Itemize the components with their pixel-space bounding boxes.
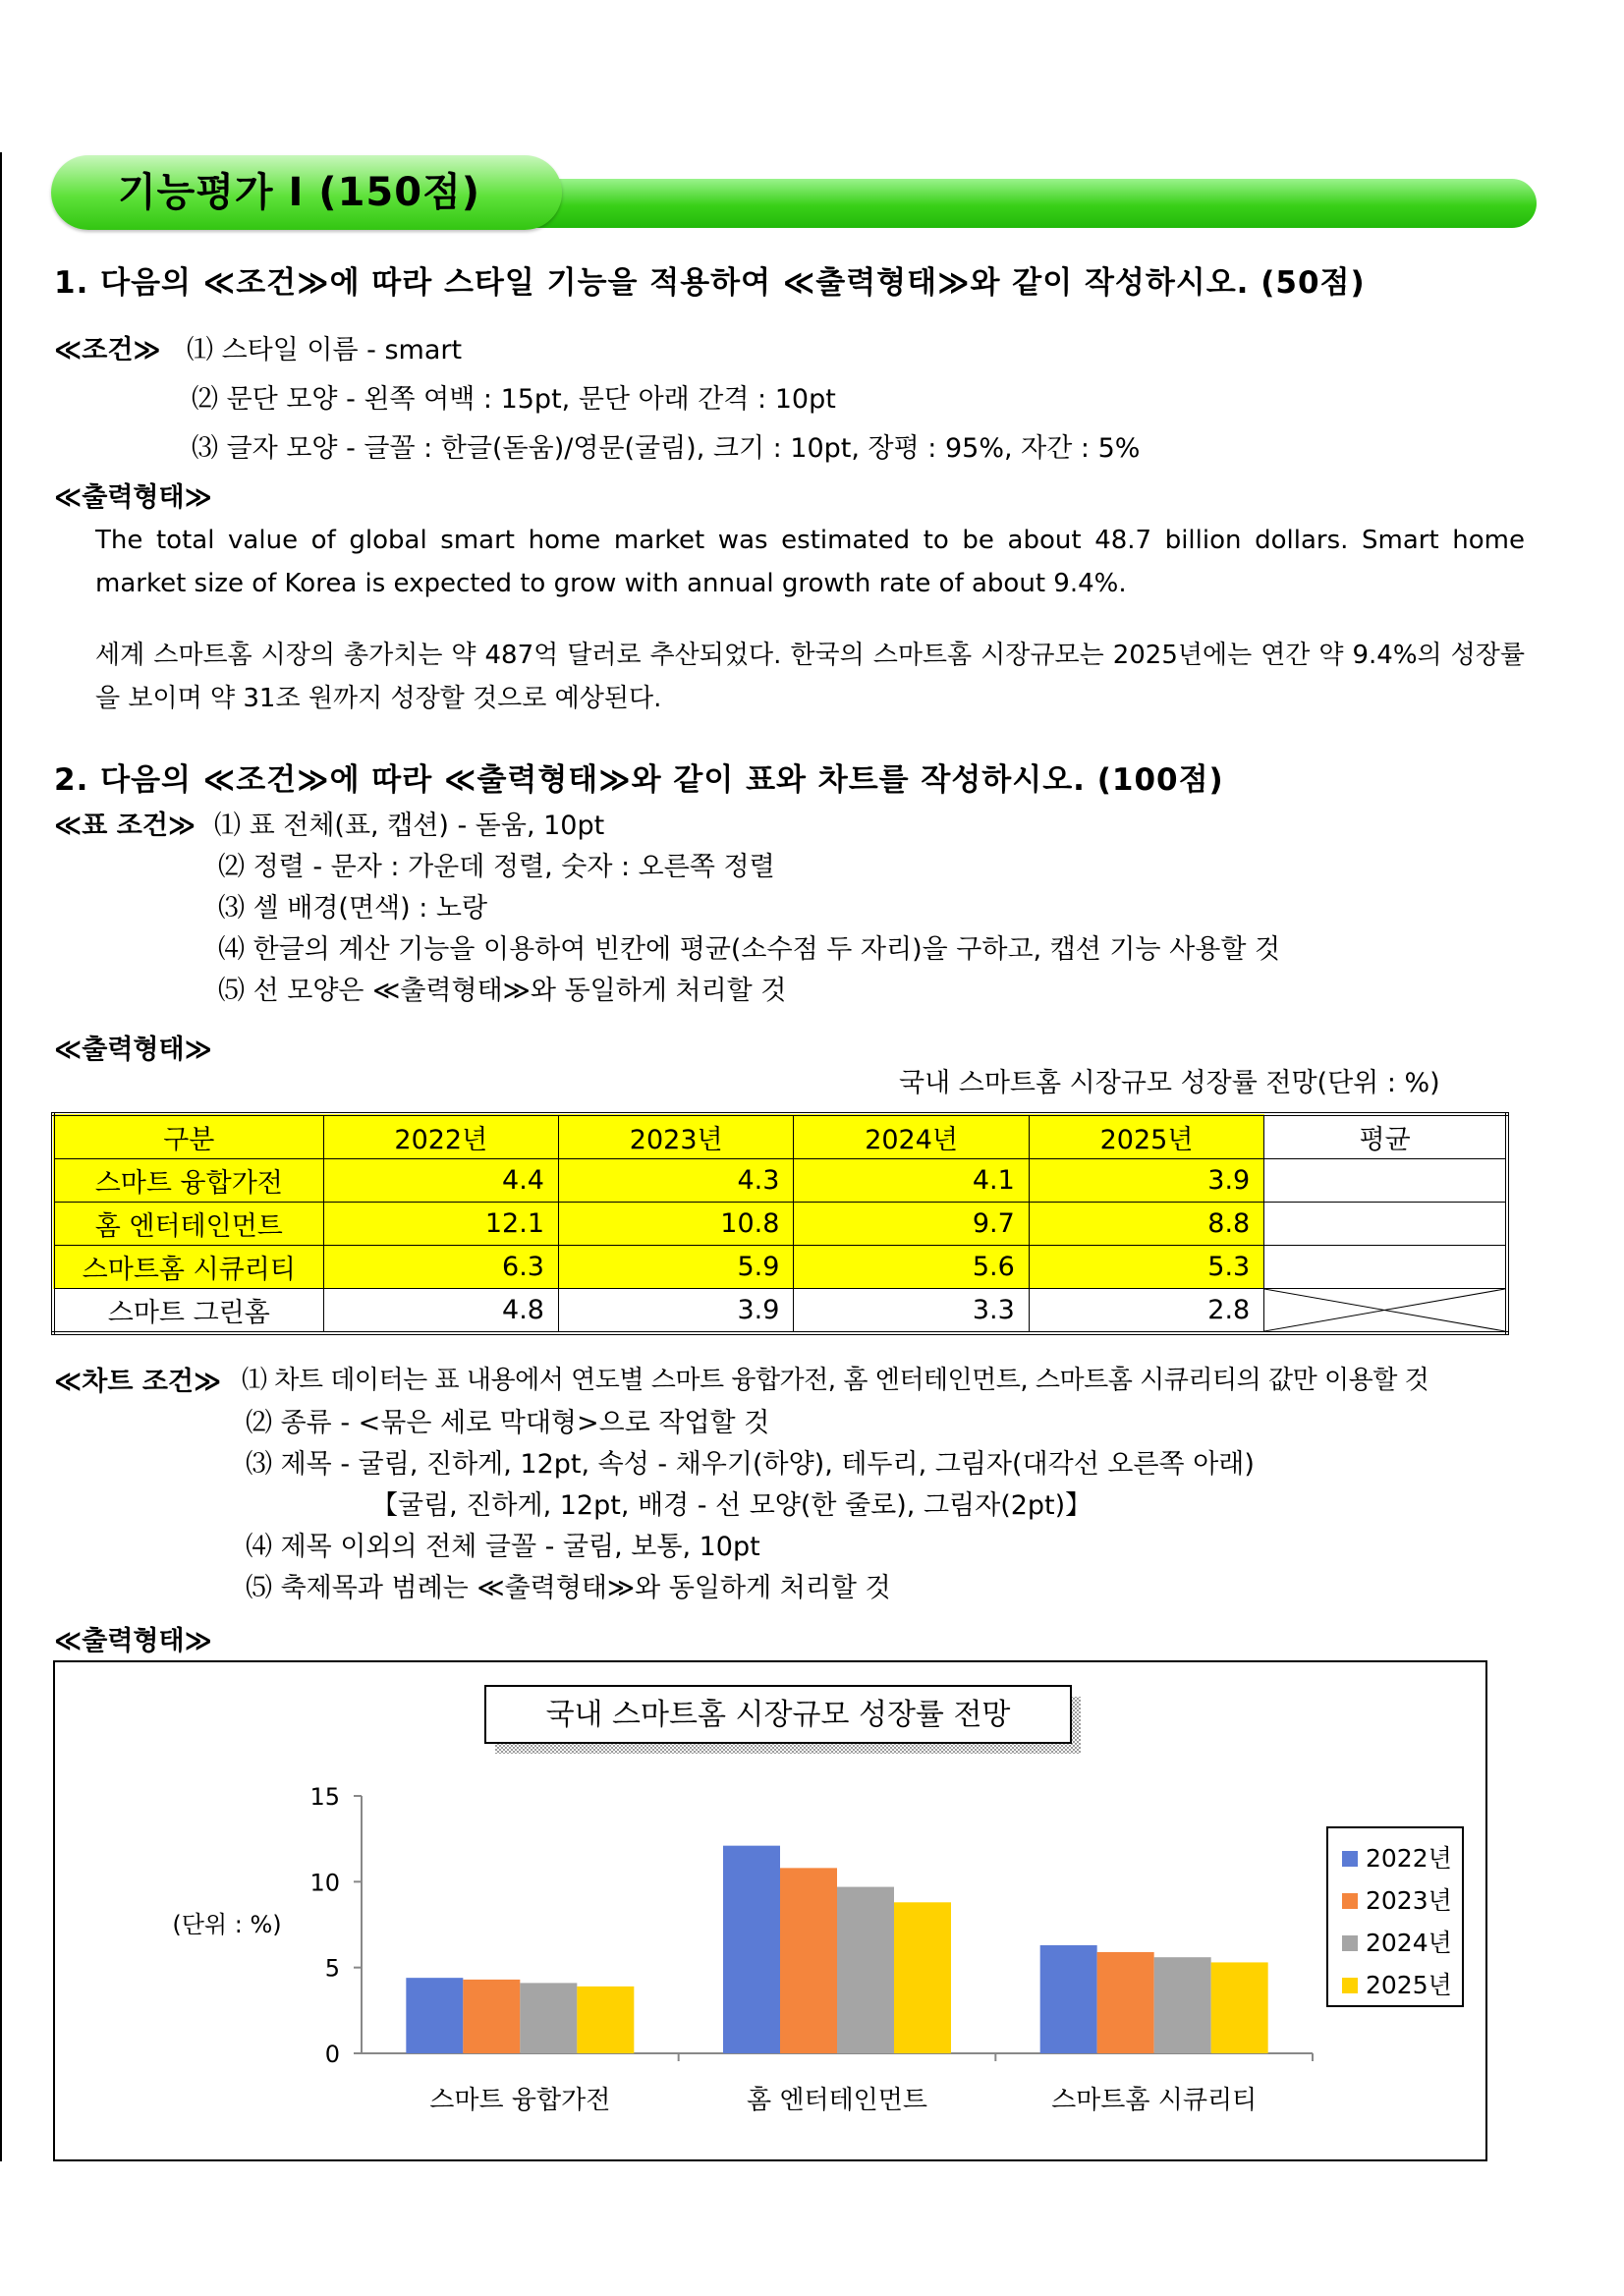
table-row <box>53 1246 1507 1289</box>
bar-2024년-홈 엔터테인먼트 <box>837 1887 894 2053</box>
table-cell: 3.9 <box>559 1289 794 1334</box>
header-title: 기능평가 Ⅰ (150점) <box>118 170 480 215</box>
q2-title: 2. 다음의 ≪조건≫에 따라 ≪출력형태≫와 같이 표와 차트를 작성하시오. (100점) <box>54 762 1224 798</box>
table-row <box>53 1289 1507 1334</box>
table-header-cell: 2025년 <box>1029 1114 1263 1159</box>
table-cell: 5.9 <box>559 1246 794 1289</box>
table-cell: 4.1 <box>794 1159 1029 1203</box>
bar-2022년-홈 엔터테인먼트 <box>723 1846 780 2053</box>
cross-diagonal-icon <box>1264 1289 1505 1331</box>
table-row-label: 스마트 그린홈 <box>53 1289 323 1334</box>
table-cell: 4.3 <box>559 1159 794 1203</box>
q1-condition-1: ⑴ 스타일 이름 - smart <box>187 335 463 365</box>
q2-table-condition-4: ⑷ 한글의 계산 기능을 이용하여 빈칸에 평균(소수점 두 자리)을 구하고, 캡션 기능 사용할 것 <box>218 934 1281 965</box>
x-category-label: 스마트 융합가전 <box>429 2086 611 2115</box>
q2-output-label-2: ≪출력형태≫ <box>54 1626 212 1656</box>
bar-2024년-스마트홈 시큐리티 <box>1154 1957 1211 2053</box>
y-tick-label: 10 <box>309 1869 340 1897</box>
legend-label: 2022년 <box>1366 1844 1452 1873</box>
q2-table-condition-5: ⑸ 선 모양은 ≪출력형태≫와 동일하게 처리할 것 <box>218 976 787 1006</box>
bar-2025년-스마트 융합가전 <box>577 1987 634 2053</box>
table-header-cell: 2023년 <box>559 1114 794 1159</box>
table-cell: 3.3 <box>794 1289 1029 1334</box>
bar-2023년-홈 엔터테인먼트 <box>780 1868 837 2053</box>
table-cell: 5.6 <box>794 1246 1029 1289</box>
q2-chart-condition-1: ⑴ 차트 데이터는 표 내용에서 연도별 스마트 융합가전, 홈 엔터테인먼트, 스마트홈 시큐리티의 값만 이용할 것 <box>242 1366 1429 1395</box>
table-header-cell: 구분 <box>53 1114 323 1159</box>
y-tick-label: 5 <box>324 1954 340 1983</box>
header-banner-bar <box>511 179 1537 228</box>
chart-title: 국내 스마트홈 시장규모 성장률 전망 <box>545 1698 1011 1732</box>
table-cell: 12.1 <box>323 1203 558 1246</box>
bar-2022년-스마트홈 시큐리티 <box>1040 1945 1097 2053</box>
table-header-cell: 2022년 <box>323 1114 558 1159</box>
bar-2025년-스마트홈 시큐리티 <box>1211 1962 1268 2053</box>
legend-swatch <box>1342 1935 1358 1951</box>
table-cell: 3.9 <box>1029 1159 1263 1203</box>
q2-table-condition-3: ⑶ 셀 배경(면색) : 노랑 <box>218 893 488 924</box>
q2-chart-condition-5: ⑸ 축제목과 범례는 ≪출력형태≫와 동일하게 처리할 것 <box>246 1573 891 1603</box>
q2-table-condition-label: ≪표 조건≫ <box>54 811 196 841</box>
x-category-label: 홈 엔터테인먼트 <box>746 2086 928 2115</box>
table-row-label: 스마트홈 시큐리티 <box>53 1246 323 1289</box>
q1-condition-label: ≪조건≫ <box>54 335 161 365</box>
q2-chart-condition-3-note: 【굴림, 진하게, 12pt, 배경 - 선 모양(한 줄로), 그림자(2pt)】 <box>371 1490 1092 1521</box>
q1-paragraph-en: The total value of global smart home market was estimated to be about 48.7 billion dollars. Smart home market size of Korea is expected to grow with annual growth rate of about 9.4%. <box>95 526 1525 598</box>
bar-2022년-스마트 융합가전 <box>406 1978 463 2053</box>
crossed-out-cell <box>1264 1289 1507 1334</box>
y-tick-label: 15 <box>309 1783 340 1811</box>
table-header-cell: 2024년 <box>794 1114 1029 1159</box>
table-row <box>53 1159 1507 1203</box>
table-cell: 2.8 <box>1029 1289 1263 1334</box>
average-cell-empty <box>1264 1203 1507 1246</box>
bar-2023년-스마트홈 시큐리티 <box>1097 1952 1154 2053</box>
left-margin-rule <box>0 152 2 2161</box>
y-tick-label: 0 <box>324 2041 340 2068</box>
table-row-label: 스마트 융합가전 <box>53 1159 323 1203</box>
q2-chart-condition-label: ≪차트 조건≫ <box>54 1367 222 1397</box>
q2-chart-condition-4: ⑷ 제목 이외의 전체 글꼴 - 굴림, 보통, 10pt <box>246 1532 760 1562</box>
table-cell: 8.8 <box>1029 1203 1263 1246</box>
q2-table-condition-2: ⑵ 정렬 - 문자 : 가운데 정렬, 숫자 : 오른쪽 정렬 <box>218 852 775 882</box>
chart-y-axis-label: (단위 : %) <box>172 1911 282 1938</box>
x-category-label: 스마트홈 시큐리티 <box>1051 2086 1258 2115</box>
q1-condition-3: ⑶ 글자 모양 - 글꼴 : 한글(돋움)/영문(굴림), 크기 : 10pt, 장평 : 95%, 자간 : 5% <box>192 433 1141 464</box>
bar-2025년-홈 엔터테인먼트 <box>894 1902 951 2053</box>
q1-paragraph-ko: 세계 스마트홈 시장의 총가치는 약 487억 달러로 추산되었다. 한국의 스마트홈 시장규모는 2025년에는 연간 약 9.4%의 성장률을 보이며 약 31조 원까지 성장할 것으로 예상된다. <box>95 641 1525 713</box>
table-cell: 5.3 <box>1029 1246 1263 1289</box>
q1-title: 1. 다음의 ≪조건≫에 따라 스타일 기능을 적용하여 ≪출력형태≫와 같이 작성하시오. (50점) <box>54 265 1366 301</box>
legend-label: 2024년 <box>1366 1929 1452 1957</box>
bar-chart <box>55 1662 1485 2159</box>
q1-condition-2: ⑵ 문단 모양 - 왼쪽 여백 : 15pt, 문단 아래 간격 : 10pt <box>192 384 836 415</box>
bar-2023년-스마트 융합가전 <box>463 1980 520 2053</box>
q2-table-condition-1: ⑴ 표 전체(표, 캡션) - 돋움, 10pt <box>214 811 605 841</box>
q2-chart-condition-2: ⑵ 종류 - <묶은 세로 막대형>으로 작업할 것 <box>246 1408 770 1438</box>
legend-label: 2025년 <box>1366 1971 1452 1999</box>
average-cell-empty <box>1264 1246 1507 1289</box>
table-row-label: 홈 엔터테인먼트 <box>53 1203 323 1246</box>
legend-swatch <box>1342 1978 1358 1993</box>
q1-output-label: ≪출력형태≫ <box>54 482 212 513</box>
table-cell: 9.7 <box>794 1203 1029 1246</box>
chart-frame <box>53 1660 1487 2161</box>
table-cell: 10.8 <box>559 1203 794 1246</box>
legend-swatch <box>1342 1893 1358 1909</box>
table-caption: 국내 스마트홈 시장규모 성장률 전망(단위 : %) <box>899 1068 1440 1098</box>
data-table <box>51 1112 1509 1335</box>
legend-label: 2023년 <box>1366 1886 1452 1915</box>
table-row <box>53 1203 1507 1246</box>
average-cell-empty <box>1264 1159 1507 1203</box>
table-cell: 4.4 <box>323 1159 558 1203</box>
table-cell: 4.8 <box>323 1289 558 1334</box>
table-cell: 6.3 <box>323 1246 558 1289</box>
table-header-row <box>53 1114 1507 1159</box>
q2-chart-condition-3: ⑶ 제목 - 굴림, 진하게, 12pt, 속성 - 채우기(하양), 테두리, 그림자(대각선 오른쪽 아래) <box>246 1449 1255 1480</box>
q2-output-label: ≪출력형태≫ <box>54 1035 212 1065</box>
legend-swatch <box>1342 1851 1358 1867</box>
bar-2024년-스마트 융합가전 <box>520 1983 577 2053</box>
table-header-cell: 평균 <box>1264 1114 1507 1159</box>
